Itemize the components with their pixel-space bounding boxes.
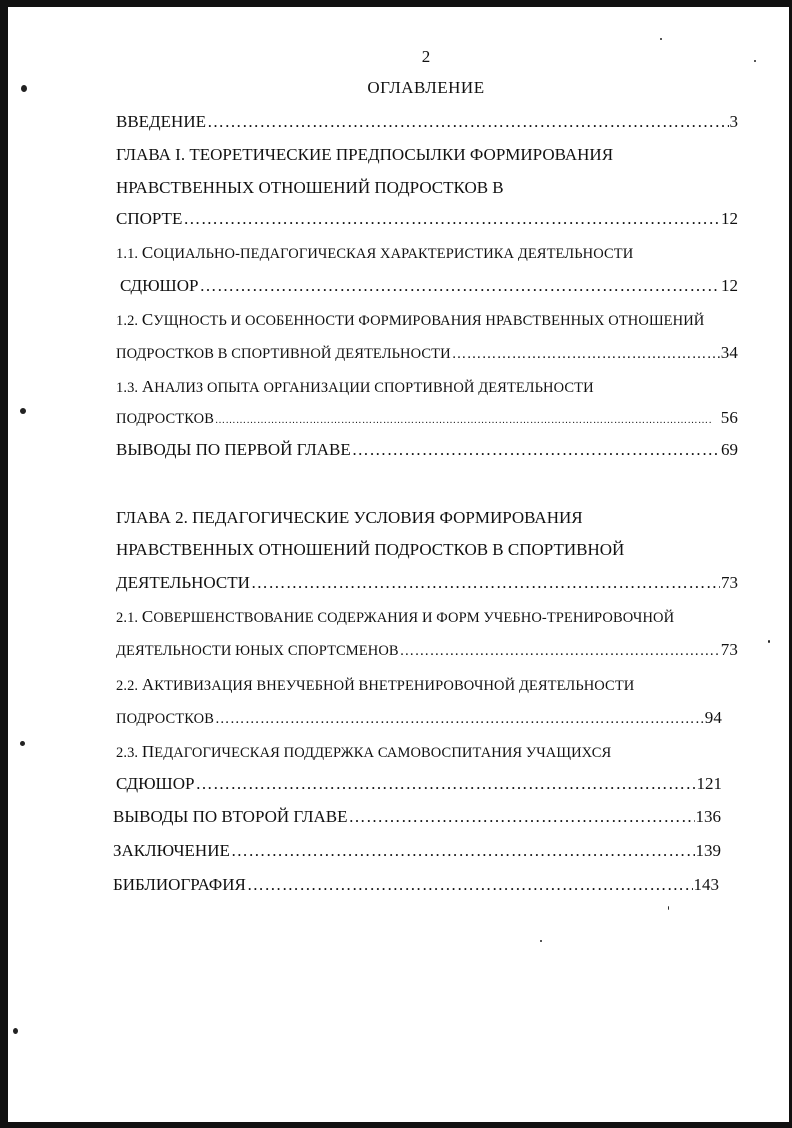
scan-speck xyxy=(13,1028,18,1034)
scan-speck xyxy=(21,85,27,92)
entry-page: 136 xyxy=(695,807,721,826)
leader-dots xyxy=(215,711,704,728)
toc-bibliography xyxy=(113,875,719,895)
entry-page: 34 xyxy=(720,343,738,362)
toc-section-2-1-line1: 2.1. СОВЕРШЕНСТВОВАНИЕ СОДЕРЖАНИЯ И ФОРМ УЧЕБНО-ТРЕНИРОВОЧНОЙ xyxy=(116,607,675,626)
entry-page: 139 xyxy=(695,841,721,860)
entry-page: 143 xyxy=(693,875,719,894)
toc-chapter1-line2: НРАВСТВЕННЫХ ОТНОШЕНИЙ ПОДРОСТКОВ В xyxy=(116,178,504,197)
toc-section-2-2-line1: 2.2. АКТИВИЗАЦИЯ ВНЕУЧЕБНОЙ ВНЕТРЕНИРОВОЧНОЙ ДЕЯТЕЛЬНОСТИ xyxy=(116,675,635,694)
toc-section-2-3-line2 xyxy=(116,774,722,794)
leader-dots xyxy=(207,112,729,132)
entry-page: 12 xyxy=(721,209,738,228)
entry-label: ДЕЯТЕЛЬНОСТИ ЮНЫХ СПОРТСМЕНОВ xyxy=(116,643,399,659)
entry-page: 69 xyxy=(721,440,738,459)
leader-dots xyxy=(195,774,695,794)
entry-label: ПОДРОСТКОВ xyxy=(116,711,214,727)
toc-conclusions-chapter2 xyxy=(113,807,721,827)
scan-speck xyxy=(540,940,542,942)
entry-label: ПОДРОСТКОВ В СПОРТИВНОЙ ДЕЯТЕЛЬНОСТИ xyxy=(116,346,451,362)
scan-speck xyxy=(754,60,756,62)
entry-page: 94 xyxy=(704,708,722,727)
leader-dots xyxy=(215,415,712,426)
leader-dots xyxy=(231,841,695,861)
toc-section-1-3-line1: 1.3. АНАЛИЗ ОПЫТА ОРГАНИЗАЦИИ СПОРТИВНОЙ ДЕЯТЕЛЬНОСТИ xyxy=(116,377,594,396)
entry-label: СДЮШОР xyxy=(116,774,195,793)
toc-chapter2-line1: ГЛАВА 2. ПЕДАГОГИЧЕСКИЕ УСЛОВИЯ ФОРМИРОВАНИЯ xyxy=(116,508,583,527)
entry-page: 73 xyxy=(721,573,738,592)
entry-label: СПОРТЕ xyxy=(116,209,183,228)
entry-label: ВЫВОДЫ ПО ВТОРОЙ ГЛАВЕ xyxy=(113,807,348,826)
entry-page: 3 xyxy=(729,112,738,131)
toc-section-2-3-line1: 2.3. ПЕДАГОГИЧЕСКАЯ ПОДДЕРЖКА САМОВОСПИТАНИЯ УЧАЩИХСЯ xyxy=(116,742,612,761)
toc-chapter2-line2: НРАВСТВЕННЫХ ОТНОШЕНИЙ ПОДРОСТКОВ В СПОРТИВНОЙ xyxy=(116,540,625,559)
entry-page: 121 xyxy=(696,774,722,793)
toc-section-1-1-line2 xyxy=(120,276,738,296)
entry-label: ВВЕДЕНИЕ xyxy=(116,112,206,131)
scan-speck xyxy=(660,38,662,40)
toc-chapter1-line3 xyxy=(116,209,738,229)
toc-entry-introduction xyxy=(116,112,738,132)
toc-conclusion xyxy=(113,841,721,861)
leader-dots xyxy=(349,807,695,827)
scan-speck xyxy=(20,741,25,746)
page-number: 2 xyxy=(421,47,431,66)
entry-label: СДЮШОР xyxy=(120,276,199,295)
entry-label: ВЫВОДЫ ПО ПЕРВОЙ ГЛАВЕ xyxy=(116,440,351,459)
toc-section-2-1-line2 xyxy=(116,640,738,660)
scan-border-left xyxy=(0,0,8,1128)
toc-section-2-2-line2 xyxy=(116,708,722,728)
toc-section-1-3-line2 xyxy=(116,408,738,428)
entry-page: 73 xyxy=(720,640,738,659)
entry-label: БИБЛИОГРАФИЯ xyxy=(113,875,246,894)
scan-speck xyxy=(668,906,669,910)
toc-section-1-2-line2 xyxy=(116,343,738,363)
entry-page: 56 xyxy=(720,408,738,427)
entry-label: ЗАКЛЮЧЕНИЕ xyxy=(113,841,230,860)
scan-speck xyxy=(20,408,26,414)
entry-page: 12 xyxy=(721,276,738,295)
leader-dots xyxy=(199,276,720,296)
entry-label: ПОДРОСТКОВ xyxy=(116,411,214,427)
scan-border-top xyxy=(0,0,792,7)
leader-dots xyxy=(452,346,720,363)
toc-conclusions-chapter1 xyxy=(116,440,738,460)
entry-label: ДЕЯТЕЛЬНОСТИ xyxy=(116,573,250,592)
toc-section-1-1-line1: 1.1. СОЦИАЛЬНО-ПЕДАГОГИЧЕСКАЯ ХАРАКТЕРИСТИКА ДЕЯТЕЛЬНОСТИ xyxy=(116,243,634,262)
toc-title: ОГЛАВЛЕНИЕ xyxy=(367,78,485,97)
leader-dots xyxy=(352,440,720,460)
leader-dots xyxy=(400,643,720,660)
leader-dots xyxy=(251,573,720,593)
scan-speck xyxy=(768,640,770,643)
toc-chapter1-line1: ГЛАВА I. ТЕОРЕТИЧЕСКИЕ ПРЕДПОСЫЛКИ ФОРМИРОВАНИЯ xyxy=(116,145,614,164)
scan-border-bottom xyxy=(0,1122,792,1128)
toc-chapter2-line3 xyxy=(116,573,738,593)
leader-dots xyxy=(183,209,720,229)
toc-section-1-2-line1: 1.2. СУЩНОСТЬ И ОСОБЕННОСТИ ФОРМИРОВАНИЯ НРАВСТВЕННЫХ ОТНОШЕНИЙ xyxy=(116,310,705,329)
leader-dots xyxy=(247,875,693,895)
